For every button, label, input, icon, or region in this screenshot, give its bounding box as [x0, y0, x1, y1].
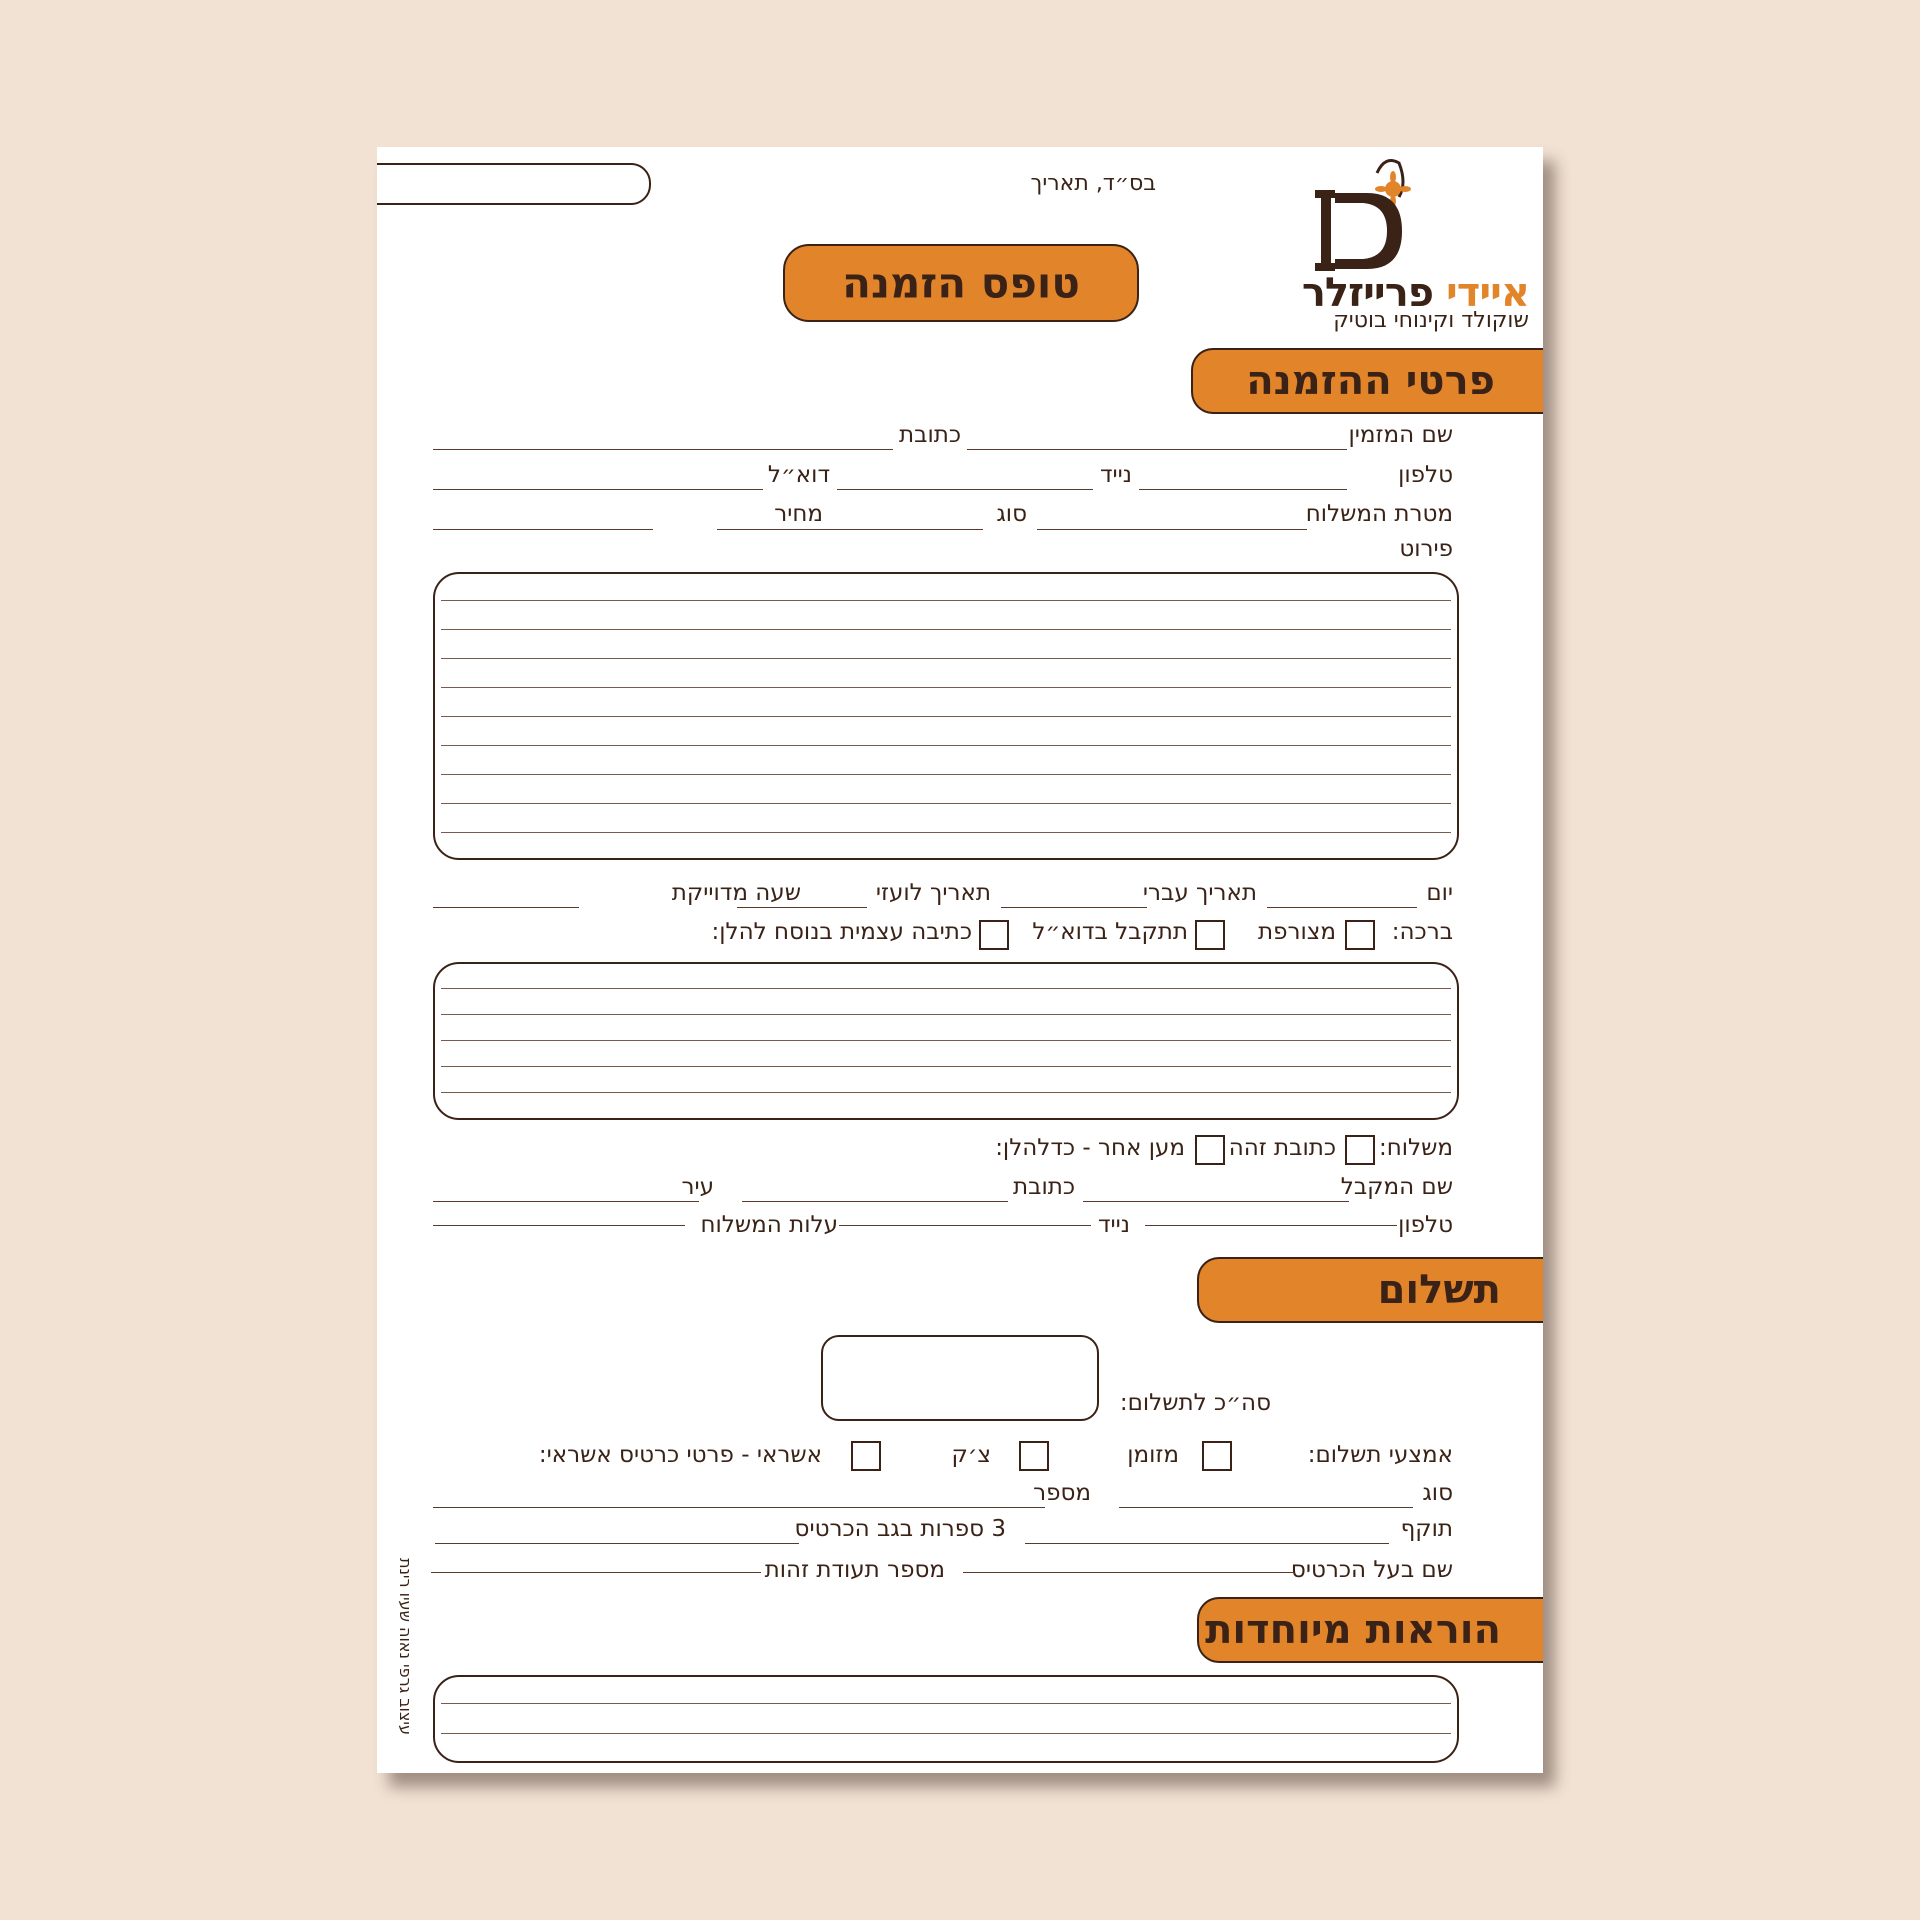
form-title-pill	[783, 244, 1139, 322]
ruled-line	[441, 1014, 1451, 1015]
section-title-payment: תשלום	[1377, 1267, 1501, 1313]
card-number-label: מספר	[1033, 1480, 1091, 1506]
recipient-mobile-label: נייד	[1097, 1212, 1130, 1238]
email-label: דוא״ל	[767, 462, 830, 488]
total-label: סה״כ לתשלום:	[1119, 1390, 1271, 1416]
recipient-address-label: כתובת	[1013, 1174, 1075, 1200]
orderer-name-field[interactable]	[967, 449, 1347, 450]
card-number-field[interactable]	[433, 1507, 1045, 1508]
gregorian-date-field[interactable]	[737, 907, 867, 908]
phone-label: טלפון	[1398, 462, 1453, 488]
holder-name-field[interactable]	[963, 1572, 1293, 1573]
brand-tagline: שוקולד וקינוחי בוטיק	[1333, 308, 1529, 333]
day-label: יום	[1426, 880, 1453, 906]
greeting-self-written-checkbox[interactable]	[979, 920, 1009, 950]
price-field[interactable]	[433, 529, 653, 530]
ruled-line	[441, 1092, 1451, 1093]
address-label: כתובת	[899, 422, 961, 448]
delivery-cost-label: עלות המשלוח	[700, 1212, 838, 1238]
cash-checkbox[interactable]	[1202, 1441, 1232, 1471]
same-address-label: כתובת זהה	[1228, 1135, 1336, 1161]
type-field[interactable]	[717, 529, 983, 530]
section-tab-order-details	[1191, 348, 1543, 414]
special-instructions-textarea[interactable]	[433, 1675, 1459, 1763]
email-field[interactable]	[433, 489, 763, 490]
greeting-self-written-label: כתיבה עצמית בנוסח להלן:	[711, 919, 972, 945]
cash-label: מזומן	[1127, 1442, 1179, 1468]
ruled-line	[441, 1040, 1451, 1041]
card-type-field[interactable]	[1119, 1507, 1413, 1508]
delivery-cost-field[interactable]	[433, 1225, 685, 1226]
recipient-phone-label: טלפון	[1398, 1212, 1453, 1238]
ruled-line	[441, 716, 1451, 717]
details-label: פירוט	[1399, 536, 1453, 562]
ruled-line	[441, 832, 1451, 833]
exact-time-field[interactable]	[433, 907, 579, 908]
other-recipient-checkbox[interactable]	[1195, 1135, 1225, 1165]
ruled-line	[441, 687, 1451, 688]
ruled-line	[441, 803, 1451, 804]
cvv-field[interactable]	[435, 1543, 799, 1544]
brand-logo	[1247, 153, 1537, 333]
recipient-address-field[interactable]	[742, 1201, 1008, 1202]
city-label: עיר	[681, 1174, 714, 1200]
other-recipient-label: מען אחר - כדלהלן:	[995, 1135, 1185, 1161]
ruled-line	[441, 1733, 1451, 1734]
greeting-email-checkbox[interactable]	[1195, 920, 1225, 950]
greeting-attached-label: מצורפת	[1258, 919, 1336, 945]
form-title: טופס הזמנה	[842, 258, 1080, 308]
hebrew-date-field[interactable]	[1001, 907, 1147, 908]
expiry-field[interactable]	[1025, 1543, 1389, 1544]
ruled-line	[441, 988, 1451, 989]
hebrew-date-label: תאריך עברי	[1142, 880, 1257, 906]
recipient-mobile-field[interactable]	[839, 1225, 1091, 1226]
ruled-line	[441, 600, 1451, 601]
check-label: צ׳ק	[951, 1442, 991, 1468]
credit-checkbox[interactable]	[851, 1441, 881, 1471]
gregorian-date-label: תאריך לועזי	[875, 880, 991, 906]
price-label: מחיר	[774, 501, 823, 527]
section-tab-special-instructions	[1197, 1597, 1543, 1663]
date-label: בס״ד, תאריך	[1030, 171, 1156, 196]
total-amount-box[interactable]	[821, 1335, 1099, 1421]
mobile-label: נייד	[1099, 462, 1132, 488]
section-title-special-instructions: הוראות מיוחדות	[1205, 1607, 1501, 1653]
ruled-line	[441, 658, 1451, 659]
delivery-purpose-label: מטרת המשלוח	[1305, 501, 1453, 527]
id-number-field[interactable]	[431, 1572, 761, 1573]
expiry-label: תוקף	[1400, 1516, 1453, 1542]
ruled-line	[441, 1066, 1451, 1067]
day-field[interactable]	[1267, 907, 1417, 908]
address-field[interactable]	[433, 449, 893, 450]
ruled-line	[441, 745, 1451, 746]
recipient-phone-field[interactable]	[1145, 1225, 1397, 1226]
greeting-email-label: תתקבל בדוא״ל	[1032, 919, 1188, 945]
delivery-purpose-field[interactable]	[1037, 529, 1307, 530]
city-field[interactable]	[433, 1201, 699, 1202]
designer-credit: עיצוב גרפי נאוה שעיו רינת	[396, 1558, 415, 1735]
orderer-name-label: שם המזמין	[1348, 422, 1453, 448]
ruled-line	[441, 629, 1451, 630]
cvv-label: 3 ספרות בגב הכרטיס	[794, 1516, 1006, 1542]
recipient-name-field[interactable]	[1083, 1201, 1349, 1202]
type-label: סוג	[996, 501, 1027, 527]
card-type-label: סוג	[1422, 1480, 1453, 1506]
ruled-line	[441, 1703, 1451, 1704]
greeting-label: ברכה:	[1391, 919, 1453, 945]
brand-name-part1: איידי	[1446, 270, 1529, 316]
greeting-attached-checkbox[interactable]	[1345, 920, 1375, 950]
exact-time-label: שעה מדוייקת	[671, 880, 801, 906]
mobile-field[interactable]	[837, 489, 1093, 490]
holder-name-label: שם בעל הכרטיס	[1290, 1557, 1453, 1583]
order-form-sheet	[377, 147, 1543, 1773]
id-number-label: מספר תעודת זהות	[764, 1557, 945, 1583]
greeting-textarea[interactable]	[433, 962, 1459, 1120]
ruled-line	[441, 774, 1451, 775]
check-checkbox[interactable]	[1019, 1441, 1049, 1471]
credit-label: אשראי - פרטי כרטיס אשראי:	[538, 1442, 822, 1468]
payment-methods-label: אמצעי תשלום:	[1307, 1442, 1453, 1468]
section-title-order-details: פרטי ההזמנה	[1246, 358, 1495, 404]
date-field[interactable]	[377, 163, 651, 205]
brand-name-part2: פרייזלר	[1301, 270, 1434, 316]
same-address-checkbox[interactable]	[1345, 1135, 1375, 1165]
recipient-name-label: שם המקבל	[1340, 1174, 1453, 1200]
details-textarea[interactable]	[433, 572, 1459, 860]
chocolate-bag-icon	[1307, 153, 1427, 273]
delivery-label: משלוח:	[1378, 1135, 1453, 1161]
phone-field[interactable]	[1139, 489, 1347, 490]
section-tab-payment	[1197, 1257, 1543, 1323]
